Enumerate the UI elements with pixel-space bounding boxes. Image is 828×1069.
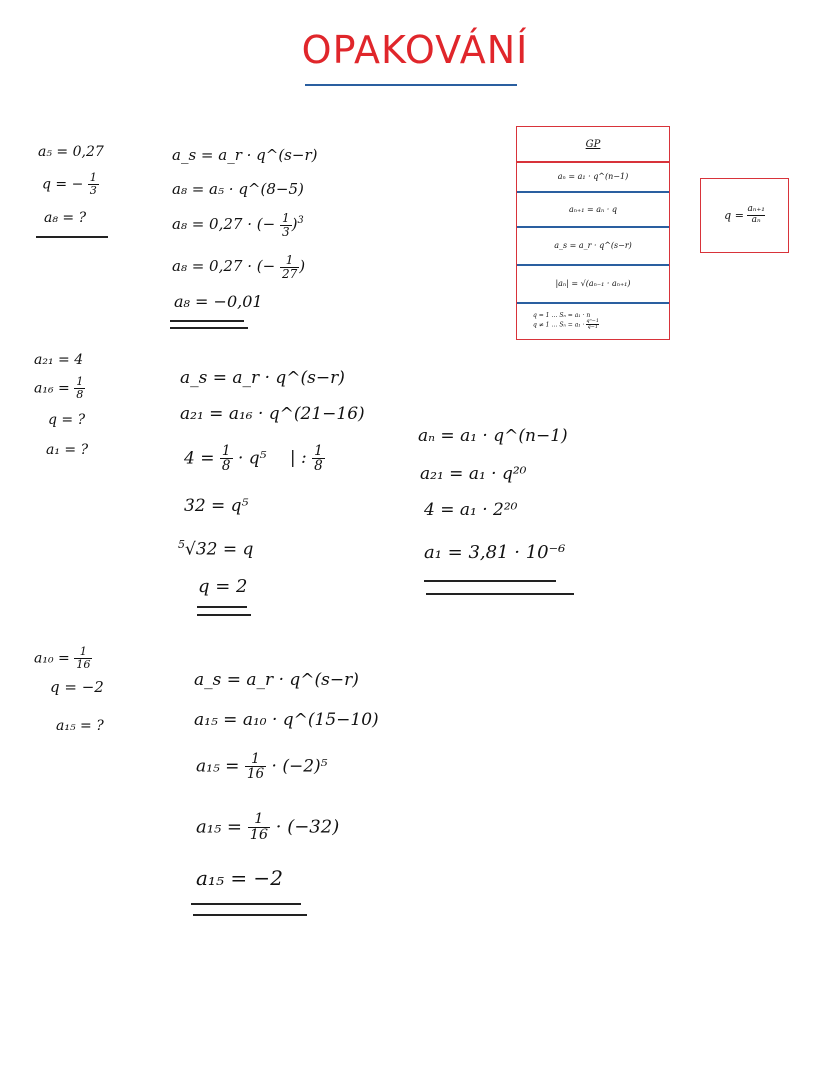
- q-ratio-fraction: [747, 205, 764, 226]
- step-cubed-text: a₈ = 0,27 · (−: [172, 257, 276, 276]
- given-a1-unknown: a₁ = ?: [46, 442, 89, 458]
- right-step-formula: aₙ = a₁ · q^(n−1): [418, 426, 568, 446]
- result-underline-1: [424, 580, 556, 582]
- result-underline-1: [191, 903, 301, 905]
- fraction-denominator: 8: [314, 458, 323, 475]
- step-power: 32 = q⁵: [184, 496, 249, 516]
- fraction-numerator: 1: [280, 254, 299, 268]
- step-values-text: a₈ = 0,27 · (−: [172, 215, 276, 234]
- result-a15: a₁₅ = −2: [196, 866, 283, 890]
- given-a21: a₂₁ = 4: [34, 352, 84, 368]
- step-substitution: a₈ = a₅ · q^(8−5): [172, 180, 304, 198]
- sum-line-q-equals-1: q = 1 … Sₙ = a₁ · n: [533, 311, 591, 319]
- given-q-unknown: q = ?: [48, 412, 86, 428]
- fraction-numerator: 1: [245, 752, 266, 767]
- given-a8: a₈ = ?: [44, 210, 87, 226]
- root-index: 5: [178, 538, 186, 551]
- step-substitution: a₁₅ = a₁₀ · q^(15−10): [194, 710, 379, 730]
- fraction-denominator: 27: [281, 266, 298, 281]
- fraction-numerator: qⁿ−1: [586, 317, 600, 324]
- given-q: [42, 172, 99, 197]
- step-power-lhs: a₁₅ =: [196, 816, 242, 838]
- step-values: a₈ = 0,27 · (− $\frac{1}{3}$ )$^3$: [172, 211, 304, 239]
- given-a10-fraction: [74, 646, 92, 671]
- given-a10-label: a₁₀ =: [34, 650, 70, 667]
- given-q-label: q = −: [42, 176, 84, 193]
- given-a16: [34, 376, 85, 401]
- step-root-text: √32 = q: [185, 539, 254, 560]
- given-a10: [34, 646, 92, 671]
- fraction-one-16th: [245, 752, 266, 782]
- gp-row-recurrence: aₙ₊₁ = aₙ · q: [569, 204, 617, 214]
- result-q: q = 2: [198, 576, 248, 597]
- fraction-denominator: 8: [76, 387, 84, 401]
- step-root: [178, 538, 253, 560]
- step-values-lhs: a₁₅ =: [196, 756, 240, 777]
- result-underline-1: [197, 606, 247, 608]
- step-values-rhs: · q⁵: [237, 448, 267, 469]
- given-a5: a₅ = 0,27: [38, 144, 104, 160]
- step-values-lhs: 4 =: [184, 448, 215, 469]
- gp-formula-box: [516, 126, 670, 340]
- step-power-evaluated: [196, 812, 339, 843]
- q-ratio-box: [700, 178, 789, 253]
- result-underline-2: [197, 614, 251, 616]
- result-underline-2: [170, 327, 248, 329]
- step-power-rhs: · (−32): [275, 816, 340, 838]
- fraction-numerator: 1: [76, 375, 84, 388]
- fraction-denominator: 3: [281, 224, 290, 239]
- fraction-numerator: 1: [314, 443, 323, 459]
- fraction-one-27th: [280, 254, 299, 280]
- result-a1: a₁ = 3,81 · 10⁻⁶: [424, 542, 566, 563]
- result-underline-2: [426, 593, 574, 595]
- step-substitution: a₂₁ = a₁₆ · q^(21−16): [180, 404, 365, 424]
- sum-line-q-not-1: [533, 319, 599, 331]
- gp-row-sum: [517, 303, 669, 339]
- step-divide: | :: [289, 448, 307, 469]
- right-step-values: 4 = a₁ · 2²⁰: [424, 500, 518, 520]
- gp-row-geometric-mean: |aₙ| = √(aₙ₋₁ · aₙ₊₁): [555, 279, 631, 288]
- fraction-one-16th: [248, 812, 270, 843]
- fraction-denominator: 8: [221, 458, 231, 475]
- given-a16-label: a₁₆ =: [34, 380, 70, 397]
- result-a8: a₈ = −0,01: [174, 292, 263, 311]
- gp-row-s-r: a_s = a_r · q^(s−r): [554, 241, 632, 250]
- sum-fraction: [586, 319, 599, 331]
- page-title: OPAKOVÁNÍ: [301, 28, 529, 72]
- step-values-rhs: · (−2)⁵: [271, 756, 328, 777]
- given-a15-unknown: a₁₅ = ?: [56, 718, 104, 734]
- fraction-numerator: 1: [281, 211, 290, 225]
- fraction-numerator: 1: [89, 171, 97, 184]
- fraction-denominator: 16: [76, 657, 91, 671]
- fraction-divisor: [312, 444, 325, 474]
- given-a16-fraction: [74, 376, 85, 401]
- given-q-fraction: [88, 172, 99, 197]
- fraction-denominator: aₙ: [751, 215, 761, 225]
- fraction-denominator: 16: [249, 827, 269, 844]
- fraction-numerator: aₙ₊₁: [747, 204, 765, 215]
- fraction-one-eighth: [220, 444, 233, 474]
- step-cubed: a₈ = 0,27 · (− $\frac{1}{27}$ ): [172, 253, 306, 281]
- fraction-denominator: q−1: [587, 324, 599, 330]
- step-values: [196, 752, 328, 782]
- gp-header: GP: [585, 138, 601, 150]
- step-formula: a_s = a_r · q^(s−r): [180, 368, 345, 388]
- step-formula: a_s = a_r · q^(s−r): [172, 146, 318, 164]
- result-underline-2: [193, 914, 307, 916]
- given-q-value: q = −2: [50, 678, 104, 696]
- fraction-numerator: 1: [74, 646, 92, 659]
- sum-line-q-not-1-text: q ≠ 1 … Sₙ = a₁ ·: [533, 321, 585, 328]
- fraction-denominator: 16: [246, 766, 265, 783]
- fraction-numerator: 1: [221, 443, 231, 459]
- q-ratio-label: q =: [724, 209, 744, 222]
- fraction-denominator: 3: [89, 183, 97, 197]
- step-values: [184, 444, 325, 474]
- fraction-numerator: 1: [248, 812, 270, 828]
- step-formula: a_s = a_r · q^(s−r): [194, 670, 359, 690]
- fraction-one-third: [280, 212, 292, 238]
- gp-row-general-term: aₙ = a₁ · q^(n−1): [557, 172, 629, 181]
- right-step-substitution: a₂₁ = a₁ · q²⁰: [420, 464, 527, 484]
- title-underline: [305, 84, 517, 86]
- result-underline-1: [170, 320, 244, 322]
- given-underline: [36, 236, 108, 238]
